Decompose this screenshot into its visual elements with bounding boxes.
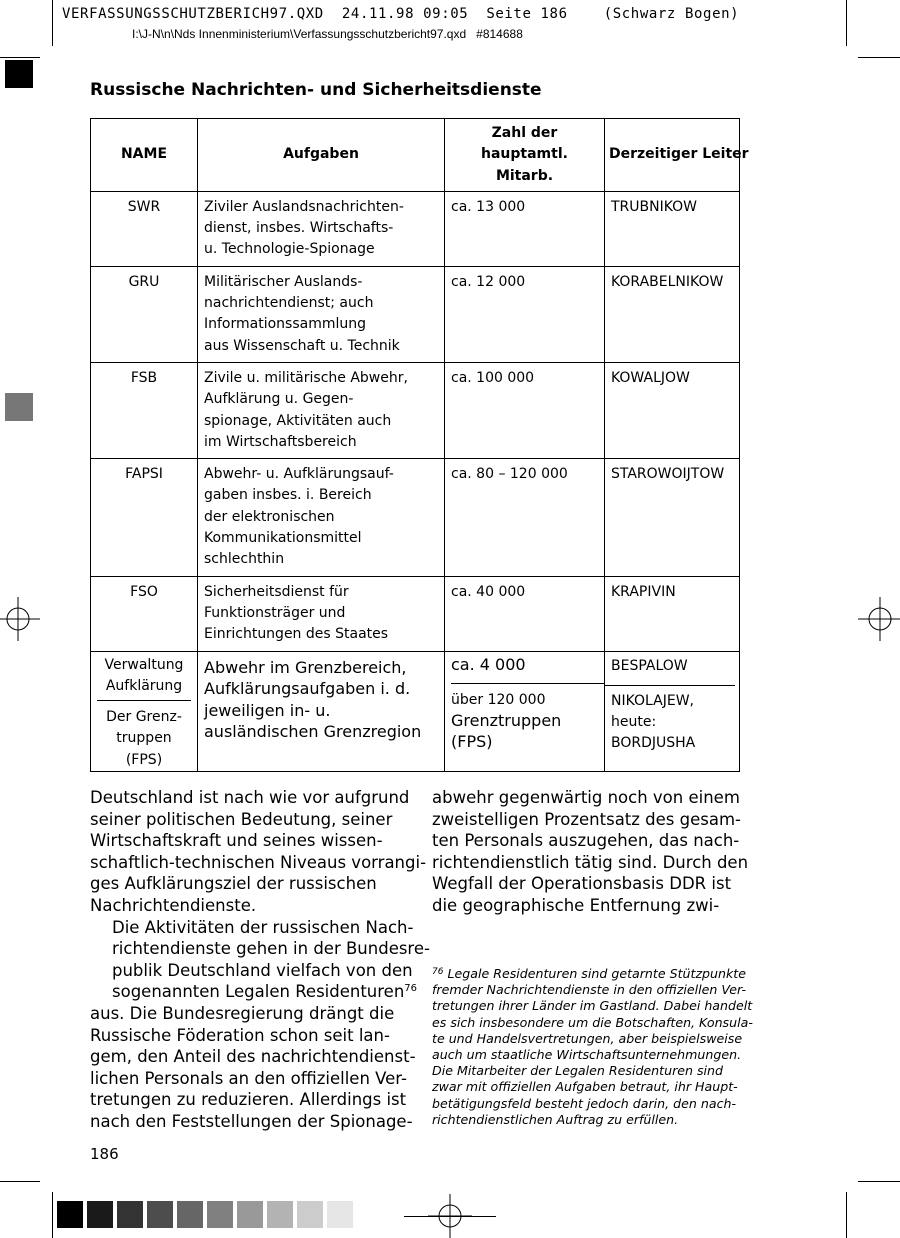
gray-swatch (147, 1201, 173, 1228)
agency-name: FAPSI (91, 459, 198, 576)
agency-staff: ca. 4 000 (451, 654, 526, 674)
agency-staff: ca. 13 000 (445, 191, 605, 266)
agency-name: FSO (91, 576, 198, 651)
crop-mark (404, 1216, 496, 1217)
crop-mark (858, 57, 900, 58)
table-row (91, 651, 740, 771)
agency-name: Der Grenz- truppen (FPS) (106, 709, 182, 768)
column-header-leader: Derzeitiger Leiter (605, 119, 740, 192)
gray-swatch (57, 1201, 83, 1228)
gray-swatch (267, 1201, 293, 1228)
registration-crosshair-icon (858, 597, 900, 641)
agency-staff: ca. 80 – 120 000 (445, 459, 605, 576)
agency-tasks: Abwehr- u. Aufklärungsauf- gaben insbes. i. Bereich der elektronischen Kommunikationsmittel schlechthin (198, 459, 445, 576)
agency-staff-split (445, 651, 605, 771)
body-paragraph-text: Die Aktivitäten der russischen Nach- richtendienste gehen in der Bundesre- publik Deutschland vielfach von den sogenannten Legalen Residenturen (112, 917, 430, 1002)
body-paragraph: aus. Die Bundesregierung drängt die Russische Föderation schon seit lan- gem, den Anteil des nachrichtendienst- lichen Personals an den offiziellen Ver- tretungen zu reduzieren. Allerdings ist nach den Feststellungen der Spionage- (90, 1003, 416, 1131)
agency-leader: KOWALJOW (605, 362, 740, 458)
table-row (91, 576, 740, 651)
gray-swatch (297, 1201, 323, 1228)
footnote-ref: 76 (404, 983, 418, 995)
gray-swatch (117, 1201, 143, 1228)
agency-leader: KRAPIVIN (605, 576, 740, 651)
gray-swatch (327, 1201, 353, 1228)
agency-tasks: Ziviler Auslandsnachrichten- dienst, insbes. Wirtschafts- u. Technologie-Spionage (198, 191, 445, 266)
agency-leader: NIKOLAJEW, heute: BORDJUSHA (611, 692, 696, 752)
gray-swatch (207, 1201, 233, 1228)
agency-tasks: Militärischer Auslands- nachrichtendienst; auch Informationssammlung aus Wissenschaft u. Technik (198, 266, 445, 362)
agency-leader: BESPALOW (611, 657, 688, 674)
intelligence-services-table (90, 118, 749, 772)
agency-leader: STAROWOIJTOW (605, 459, 740, 576)
agency-leader: TRUBNIKOW (605, 191, 740, 266)
agency-tasks: Abwehr im Grenzbereich, Aufklärungsaufgaben i. d. jeweiligen in- u. ausländischen Grenzregion (198, 651, 445, 771)
page-title: Russische Nachrichten- und Sicherheitsdienste (90, 80, 542, 100)
agency-staff: über 120 000 (451, 691, 546, 708)
agency-leader-split (605, 651, 740, 771)
agency-name: GRU (91, 266, 198, 362)
agency-staff: ca. 12 000 (445, 266, 605, 362)
crop-mark (858, 1181, 900, 1182)
agency-tasks: Zivile u. militärische Abwehr, Aufklärung u. Gegen- spionage, Aktivitäten auch im Wirtschaftsbereich (198, 362, 445, 458)
agency-name: FSB (91, 362, 198, 458)
agency-name-split (91, 651, 198, 771)
table-header-row (91, 119, 740, 192)
crop-mark (0, 1181, 40, 1182)
agency-name: SWR (91, 191, 198, 266)
column-header-staff: Zahl der hauptamtl. Mitarb. (445, 119, 605, 192)
crop-mark (52, 0, 53, 46)
table-row (91, 362, 740, 458)
gray-swatch (87, 1201, 113, 1228)
body-column-right: abwehr gegenwärtig noch von einem zweistelligen Prozentsatz des gesam- ten Personals auszugehen, das nach- richtendienstlich tätig sind. Durch den Wegfall der Operationsbasis DDR ist die geographische Entfernung zwi- (432, 788, 749, 915)
black-registration-square (5, 60, 33, 88)
crop-mark (52, 1192, 53, 1238)
crop-mark (846, 1192, 847, 1238)
gray-registration-square (5, 393, 33, 421)
footnote-text: Legale Residenturen sind getarnte Stützpunkte fremder Nachrichtendienste in den offiziellen Ver- tretungen ihrer Länder im Gastland. Dabei handelt es sich insbesondere um die Botschaften, Konsula- te und Handelsvertretungen, aber beispielsweise auch um staatliche Wirtschaftsunternehmungen. Die Mitarbeiter der Legalen Residenturen sind zwar mit offiziellen Aufgaben betraut, ihr Haupt- betätigungsfeld besteht jedoch darin, den nach- richtendienstlichen Auftrag zu erfüllen. (432, 966, 753, 1127)
slug-header: VERFASSUNGSSCHUTZBERICH97.QXD 24.11.98 09:05 Seite 186 (Schwarz Bogen) (62, 6, 740, 22)
body-column-left (90, 787, 430, 1133)
table-row (91, 459, 740, 576)
crop-mark (846, 0, 847, 46)
agency-tasks: Sicherheitsdienst für Funktionsträger und Einrichtungen des Staates (198, 576, 445, 651)
table-row (91, 266, 740, 362)
agency-staff: ca. 100 000 (445, 362, 605, 458)
column-header-tasks: Aufgaben (198, 119, 445, 192)
body-paragraph: Deutschland ist nach wie vor aufgrund seiner politischen Bedeutung, seiner Wirtschaftskraft und seines wissen- schaftlich-technischen Niveaus vorrangi- ges Aufklärungsziel der russischen Nachrichtendienste. (90, 788, 427, 915)
footnote-marker: 76 (432, 967, 444, 977)
gray-swatch (177, 1201, 203, 1228)
footnote (432, 966, 753, 1128)
registration-crosshair-icon (0, 597, 40, 641)
agency-staff: ca. 40 000 (445, 576, 605, 651)
gray-swatch (237, 1201, 263, 1228)
agency-leader: KORABELNIKOW (605, 266, 740, 362)
body-paragraph (90, 917, 430, 1003)
page-number: 186 (90, 1145, 119, 1163)
column-header-name: NAME (91, 119, 198, 192)
slug-file-path: I:\J-N\n\Nds Innenministerium\Verfassungsschutzbericht97.qxd #814688 (132, 27, 523, 41)
crop-mark (0, 57, 40, 58)
agency-name: Verwaltung Aufklärung (104, 656, 184, 694)
table-row (91, 191, 740, 266)
agency-staff: Grenztruppen (FPS) (451, 710, 562, 751)
